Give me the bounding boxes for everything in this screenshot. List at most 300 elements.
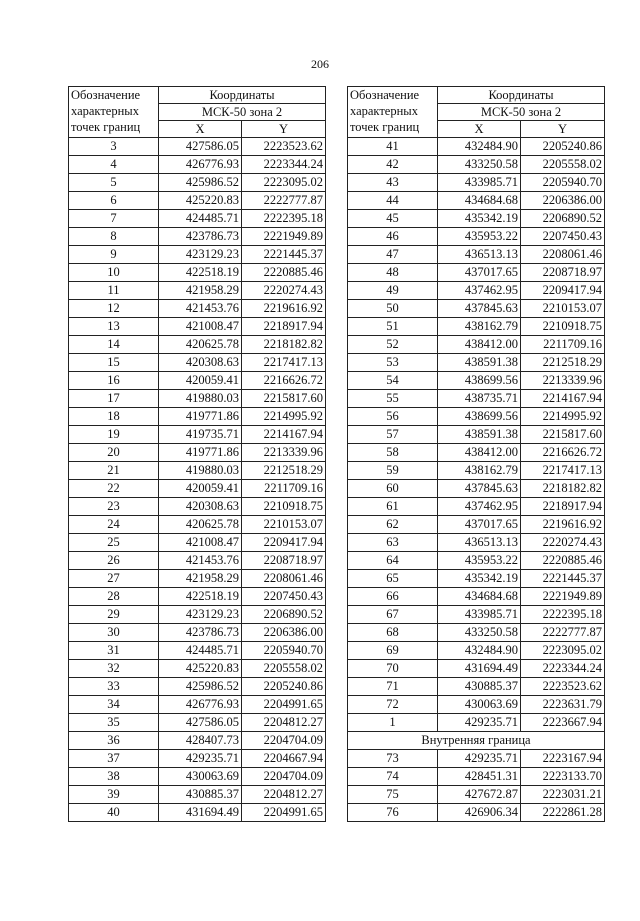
y-coordinate-cell: 2217417.13 bbox=[242, 354, 326, 372]
x-coordinate-cell: 423786.73 bbox=[159, 624, 242, 642]
point-id-cell: 20 bbox=[69, 444, 159, 462]
point-id-cell: 70 bbox=[348, 660, 438, 678]
x-coordinate-cell: 419880.03 bbox=[159, 390, 242, 408]
y-coordinate-cell: 2222777.87 bbox=[521, 624, 605, 642]
x-coordinate-cell: 427586.05 bbox=[159, 138, 242, 156]
table-row bbox=[348, 714, 605, 732]
table-row bbox=[348, 588, 605, 606]
table-row bbox=[348, 552, 605, 570]
point-id-cell: 34 bbox=[69, 696, 159, 714]
point-id-cell: 29 bbox=[69, 606, 159, 624]
inner-boundary-row bbox=[348, 732, 605, 750]
y-coordinate-cell: 2223095.02 bbox=[242, 174, 326, 192]
y-column-header: Y bbox=[242, 121, 326, 138]
point-id-cell: 65 bbox=[348, 570, 438, 588]
x-coordinate-cell: 419735.71 bbox=[159, 426, 242, 444]
x-coordinate-cell: 431694.49 bbox=[159, 804, 242, 822]
table-row bbox=[69, 390, 326, 408]
table-row bbox=[348, 318, 605, 336]
table-row bbox=[348, 246, 605, 264]
point-label-line1: Обозначение bbox=[71, 88, 141, 102]
point-id-cell: 63 bbox=[348, 534, 438, 552]
point-id-cell: 37 bbox=[69, 750, 159, 768]
point-designation-header bbox=[69, 87, 159, 138]
x-coordinate-cell: 425986.52 bbox=[159, 174, 242, 192]
x-coordinate-cell: 437845.63 bbox=[438, 300, 521, 318]
table-row bbox=[348, 336, 605, 354]
point-id-cell: 28 bbox=[69, 588, 159, 606]
x-coordinate-cell: 419771.86 bbox=[159, 444, 242, 462]
x-coordinate-cell: 435342.19 bbox=[438, 210, 521, 228]
table-row bbox=[348, 390, 605, 408]
table-row bbox=[348, 786, 605, 804]
y-coordinate-cell: 2209417.94 bbox=[521, 282, 605, 300]
point-id-cell: 56 bbox=[348, 408, 438, 426]
point-id-cell: 40 bbox=[69, 804, 159, 822]
y-coordinate-cell: 2220885.46 bbox=[242, 264, 326, 282]
point-id-cell: 57 bbox=[348, 426, 438, 444]
table-row bbox=[69, 624, 326, 642]
point-id-cell: 11 bbox=[69, 282, 159, 300]
y-coordinate-cell: 2208718.97 bbox=[242, 552, 326, 570]
coordinates-header-line1: Координаты bbox=[438, 87, 605, 104]
table-row bbox=[348, 696, 605, 714]
table-row bbox=[69, 426, 326, 444]
y-coordinate-cell: 2214995.92 bbox=[521, 408, 605, 426]
page-number: 206 bbox=[311, 57, 329, 71]
point-id-cell: 67 bbox=[348, 606, 438, 624]
table-row bbox=[348, 678, 605, 696]
point-id-cell: 64 bbox=[348, 552, 438, 570]
y-coordinate-cell: 2216626.72 bbox=[242, 372, 326, 390]
point-label-line1: Обозначение bbox=[350, 88, 420, 102]
table-row bbox=[348, 516, 605, 534]
point-id-cell: 48 bbox=[348, 264, 438, 282]
y-coordinate-cell: 2220885.46 bbox=[521, 552, 605, 570]
table-row bbox=[69, 336, 326, 354]
table-row bbox=[69, 264, 326, 282]
y-coordinate-cell: 2205558.02 bbox=[521, 156, 605, 174]
point-id-cell: 25 bbox=[69, 534, 159, 552]
point-designation-header bbox=[348, 87, 438, 138]
point-id-cell: 50 bbox=[348, 300, 438, 318]
table-row bbox=[348, 462, 605, 480]
x-coordinate-cell: 434684.68 bbox=[438, 588, 521, 606]
x-coordinate-cell: 419880.03 bbox=[159, 462, 242, 480]
point-id-cell: 27 bbox=[69, 570, 159, 588]
table-row bbox=[69, 642, 326, 660]
y-coordinate-cell: 2208718.97 bbox=[521, 264, 605, 282]
point-id-cell: 71 bbox=[348, 678, 438, 696]
point-id-cell: 74 bbox=[348, 768, 438, 786]
table-row bbox=[69, 228, 326, 246]
y-coordinate-cell: 2223167.94 bbox=[521, 750, 605, 768]
x-coordinate-cell: 429235.71 bbox=[438, 714, 521, 732]
x-coordinate-cell: 438162.79 bbox=[438, 462, 521, 480]
table-row bbox=[69, 660, 326, 678]
y-coordinate-cell: 2213339.96 bbox=[521, 372, 605, 390]
x-coordinate-cell: 434684.68 bbox=[438, 192, 521, 210]
point-id-cell: 10 bbox=[69, 264, 159, 282]
x-coordinate-cell: 428407.73 bbox=[159, 732, 242, 750]
x-coordinate-cell: 420625.78 bbox=[159, 336, 242, 354]
x-coordinate-cell: 422518.19 bbox=[159, 588, 242, 606]
point-id-cell: 24 bbox=[69, 516, 159, 534]
y-coordinate-cell: 2210153.07 bbox=[521, 300, 605, 318]
x-coordinate-cell: 420308.63 bbox=[159, 354, 242, 372]
y-coordinate-cell: 2212518.29 bbox=[242, 462, 326, 480]
y-coordinate-cell: 2219616.92 bbox=[521, 516, 605, 534]
table-row bbox=[69, 714, 326, 732]
x-coordinate-cell: 429235.71 bbox=[438, 750, 521, 768]
coordinates-header-line2: МСК-50 зона 2 bbox=[159, 104, 326, 121]
table-row bbox=[348, 624, 605, 642]
table-row bbox=[348, 660, 605, 678]
x-coordinate-cell: 430063.69 bbox=[159, 768, 242, 786]
point-id-cell: 76 bbox=[348, 804, 438, 822]
y-coordinate-cell: 2208061.46 bbox=[242, 570, 326, 588]
point-id-cell: 51 bbox=[348, 318, 438, 336]
y-coordinate-cell: 2221949.89 bbox=[521, 588, 605, 606]
y-coordinate-cell: 2205558.02 bbox=[242, 660, 326, 678]
table-row bbox=[69, 768, 326, 786]
table-row bbox=[348, 606, 605, 624]
y-coordinate-cell: 2204704.09 bbox=[242, 732, 326, 750]
table-row bbox=[69, 318, 326, 336]
point-id-cell: 42 bbox=[348, 156, 438, 174]
point-id-cell: 54 bbox=[348, 372, 438, 390]
x-coordinate-cell: 421008.47 bbox=[159, 318, 242, 336]
y-coordinate-cell: 2221949.89 bbox=[242, 228, 326, 246]
x-coordinate-cell: 438162.79 bbox=[438, 318, 521, 336]
point-id-cell: 22 bbox=[69, 480, 159, 498]
x-coordinate-cell: 421958.29 bbox=[159, 282, 242, 300]
y-coordinate-cell: 2207450.43 bbox=[242, 588, 326, 606]
x-coordinate-cell: 438591.38 bbox=[438, 426, 521, 444]
x-coordinate-cell: 421958.29 bbox=[159, 570, 242, 588]
table-row bbox=[348, 804, 605, 822]
y-coordinate-cell: 2206386.00 bbox=[521, 192, 605, 210]
table-row bbox=[348, 264, 605, 282]
y-coordinate-cell: 2205240.86 bbox=[242, 678, 326, 696]
table-row bbox=[348, 426, 605, 444]
table-row bbox=[348, 498, 605, 516]
y-coordinate-cell: 2207450.43 bbox=[521, 228, 605, 246]
inner-boundary-label: Внутренняя граница bbox=[348, 732, 605, 750]
point-label-line3: точек границ bbox=[71, 120, 141, 134]
x-coordinate-cell: 436513.13 bbox=[438, 246, 521, 264]
table-row bbox=[69, 246, 326, 264]
point-id-cell: 3 bbox=[69, 138, 159, 156]
point-id-cell: 31 bbox=[69, 642, 159, 660]
y-coordinate-cell: 2219616.92 bbox=[242, 300, 326, 318]
point-id-cell: 45 bbox=[348, 210, 438, 228]
x-coordinate-cell: 424485.71 bbox=[159, 642, 242, 660]
y-coordinate-cell: 2213339.96 bbox=[242, 444, 326, 462]
x-coordinate-cell: 438735.71 bbox=[438, 390, 521, 408]
x-coordinate-cell: 420625.78 bbox=[159, 516, 242, 534]
table-row bbox=[348, 372, 605, 390]
y-coordinate-cell: 2209417.94 bbox=[242, 534, 326, 552]
x-coordinate-cell: 425986.52 bbox=[159, 678, 242, 696]
y-coordinate-cell: 2223031.21 bbox=[521, 786, 605, 804]
table-row bbox=[348, 138, 605, 156]
table-row bbox=[348, 570, 605, 588]
x-coordinate-cell: 433985.71 bbox=[438, 174, 521, 192]
point-id-cell: 72 bbox=[348, 696, 438, 714]
x-coordinate-cell: 426776.93 bbox=[159, 156, 242, 174]
point-id-cell: 49 bbox=[348, 282, 438, 300]
point-id-cell: 75 bbox=[348, 786, 438, 804]
y-coordinate-cell: 2221445.37 bbox=[521, 570, 605, 588]
y-coordinate-cell: 2204812.27 bbox=[242, 786, 326, 804]
y-coordinate-cell: 2220274.43 bbox=[521, 534, 605, 552]
point-id-cell: 68 bbox=[348, 624, 438, 642]
y-coordinate-cell: 2222395.18 bbox=[521, 606, 605, 624]
y-coordinate-cell: 2221445.37 bbox=[242, 246, 326, 264]
y-coordinate-cell: 2223523.62 bbox=[521, 678, 605, 696]
table-row bbox=[348, 210, 605, 228]
table-row bbox=[69, 606, 326, 624]
table-row bbox=[69, 372, 326, 390]
y-coordinate-cell: 2218182.82 bbox=[521, 480, 605, 498]
y-coordinate-cell: 2204812.27 bbox=[242, 714, 326, 732]
point-id-cell: 58 bbox=[348, 444, 438, 462]
point-id-cell: 9 bbox=[69, 246, 159, 264]
table-row bbox=[69, 516, 326, 534]
point-id-cell: 38 bbox=[69, 768, 159, 786]
y-coordinate-cell: 2204704.09 bbox=[242, 768, 326, 786]
y-coordinate-cell: 2222777.87 bbox=[242, 192, 326, 210]
x-coordinate-cell: 438591.38 bbox=[438, 354, 521, 372]
table-row bbox=[69, 750, 326, 768]
x-coordinate-cell: 438412.00 bbox=[438, 336, 521, 354]
x-coordinate-cell: 426906.34 bbox=[438, 804, 521, 822]
point-id-cell: 33 bbox=[69, 678, 159, 696]
x-coordinate-cell: 421453.76 bbox=[159, 552, 242, 570]
point-id-cell: 47 bbox=[348, 246, 438, 264]
point-id-cell: 60 bbox=[348, 480, 438, 498]
table-row bbox=[69, 696, 326, 714]
y-coordinate-cell: 2218917.94 bbox=[242, 318, 326, 336]
table-row bbox=[348, 642, 605, 660]
table-row bbox=[69, 462, 326, 480]
point-id-cell: 41 bbox=[348, 138, 438, 156]
table-row bbox=[348, 300, 605, 318]
table-row bbox=[348, 228, 605, 246]
y-coordinate-cell: 2204991.65 bbox=[242, 804, 326, 822]
x-coordinate-cell: 421008.47 bbox=[159, 534, 242, 552]
y-coordinate-cell: 2222861.28 bbox=[521, 804, 605, 822]
coordinates-header-line1: Координаты bbox=[159, 87, 326, 104]
point-label-line3: точек границ bbox=[350, 120, 420, 134]
x-coordinate-cell: 438412.00 bbox=[438, 444, 521, 462]
y-coordinate-cell: 2208061.46 bbox=[521, 246, 605, 264]
point-label-line2: характерных bbox=[71, 104, 139, 118]
table-row bbox=[69, 804, 326, 822]
table-row bbox=[69, 156, 326, 174]
x-column-header: X bbox=[159, 121, 242, 138]
table-row bbox=[348, 174, 605, 192]
y-coordinate-cell: 2206386.00 bbox=[242, 624, 326, 642]
x-coordinate-cell: 420059.41 bbox=[159, 480, 242, 498]
x-coordinate-cell: 433985.71 bbox=[438, 606, 521, 624]
y-coordinate-cell: 2223344.24 bbox=[521, 660, 605, 678]
y-coordinate-cell: 2223667.94 bbox=[521, 714, 605, 732]
coordinates-table-right bbox=[347, 86, 605, 822]
y-coordinate-cell: 2215817.60 bbox=[521, 426, 605, 444]
y-coordinate-cell: 2210918.75 bbox=[521, 318, 605, 336]
y-coordinate-cell: 2205240.86 bbox=[521, 138, 605, 156]
point-label-line2: характерных bbox=[350, 104, 418, 118]
table-row bbox=[69, 678, 326, 696]
table-row bbox=[69, 498, 326, 516]
point-id-cell: 32 bbox=[69, 660, 159, 678]
x-coordinate-cell: 437017.65 bbox=[438, 264, 521, 282]
point-id-cell: 30 bbox=[69, 624, 159, 642]
y-coordinate-cell: 2210918.75 bbox=[242, 498, 326, 516]
point-id-cell: 35 bbox=[69, 714, 159, 732]
table-row bbox=[348, 408, 605, 426]
table-row bbox=[348, 282, 605, 300]
x-coordinate-cell: 435953.22 bbox=[438, 552, 521, 570]
x-coordinate-cell: 425220.83 bbox=[159, 660, 242, 678]
x-column-header: X bbox=[438, 121, 521, 138]
y-coordinate-cell: 2205940.70 bbox=[521, 174, 605, 192]
x-coordinate-cell: 435953.22 bbox=[438, 228, 521, 246]
x-coordinate-cell: 423786.73 bbox=[159, 228, 242, 246]
point-id-cell: 36 bbox=[69, 732, 159, 750]
table-row bbox=[69, 138, 326, 156]
x-coordinate-cell: 436513.13 bbox=[438, 534, 521, 552]
point-id-cell: 46 bbox=[348, 228, 438, 246]
table-row bbox=[69, 300, 326, 318]
y-coordinate-cell: 2206890.52 bbox=[242, 606, 326, 624]
point-id-cell: 12 bbox=[69, 300, 159, 318]
x-coordinate-cell: 430063.69 bbox=[438, 696, 521, 714]
x-coordinate-cell: 431694.49 bbox=[438, 660, 521, 678]
y-coordinate-cell: 2216626.72 bbox=[521, 444, 605, 462]
x-coordinate-cell: 423129.23 bbox=[159, 606, 242, 624]
table-row bbox=[69, 354, 326, 372]
point-id-cell: 69 bbox=[348, 642, 438, 660]
table-row bbox=[69, 732, 326, 750]
point-id-cell: 66 bbox=[348, 588, 438, 606]
y-coordinate-cell: 2217417.13 bbox=[521, 462, 605, 480]
point-id-cell: 5 bbox=[69, 174, 159, 192]
table-row bbox=[69, 210, 326, 228]
point-id-cell: 61 bbox=[348, 498, 438, 516]
x-coordinate-cell: 437462.95 bbox=[438, 282, 521, 300]
y-coordinate-cell: 2223631.79 bbox=[521, 696, 605, 714]
point-id-cell: 39 bbox=[69, 786, 159, 804]
point-id-cell: 14 bbox=[69, 336, 159, 354]
point-id-cell: 21 bbox=[69, 462, 159, 480]
y-coordinate-cell: 2223523.62 bbox=[242, 138, 326, 156]
table-row bbox=[348, 156, 605, 174]
point-id-cell: 73 bbox=[348, 750, 438, 768]
y-coordinate-cell: 2222395.18 bbox=[242, 210, 326, 228]
x-coordinate-cell: 427586.05 bbox=[159, 714, 242, 732]
y-coordinate-cell: 2204667.94 bbox=[242, 750, 326, 768]
y-coordinate-cell: 2214167.94 bbox=[521, 390, 605, 408]
y-coordinate-cell: 2206890.52 bbox=[521, 210, 605, 228]
y-coordinate-cell: 2218917.94 bbox=[521, 498, 605, 516]
x-coordinate-cell: 432484.90 bbox=[438, 642, 521, 660]
point-id-cell: 19 bbox=[69, 426, 159, 444]
y-column-header: Y bbox=[521, 121, 605, 138]
y-coordinate-cell: 2223095.02 bbox=[521, 642, 605, 660]
point-id-cell: 1 bbox=[348, 714, 438, 732]
coordinates-header-line2: МСК-50 зона 2 bbox=[438, 104, 605, 121]
table-row bbox=[69, 444, 326, 462]
point-id-cell: 13 bbox=[69, 318, 159, 336]
coordinates-table-left-body bbox=[69, 138, 326, 822]
x-coordinate-cell: 426776.93 bbox=[159, 696, 242, 714]
x-coordinate-cell: 425220.83 bbox=[159, 192, 242, 210]
table-row bbox=[69, 786, 326, 804]
table-row bbox=[69, 192, 326, 210]
y-coordinate-cell: 2214995.92 bbox=[242, 408, 326, 426]
table-row bbox=[69, 174, 326, 192]
coordinates-table-right-body bbox=[348, 138, 605, 822]
table-row bbox=[348, 534, 605, 552]
table-row bbox=[348, 192, 605, 210]
x-coordinate-cell: 421453.76 bbox=[159, 300, 242, 318]
x-coordinate-cell: 422518.19 bbox=[159, 264, 242, 282]
point-id-cell: 17 bbox=[69, 390, 159, 408]
y-coordinate-cell: 2223344.24 bbox=[242, 156, 326, 174]
table-row bbox=[69, 480, 326, 498]
y-coordinate-cell: 2211709.16 bbox=[521, 336, 605, 354]
x-coordinate-cell: 423129.23 bbox=[159, 246, 242, 264]
x-coordinate-cell: 433250.58 bbox=[438, 156, 521, 174]
y-coordinate-cell: 2220274.43 bbox=[242, 282, 326, 300]
point-id-cell: 59 bbox=[348, 462, 438, 480]
y-coordinate-cell: 2205940.70 bbox=[242, 642, 326, 660]
point-id-cell: 52 bbox=[348, 336, 438, 354]
x-coordinate-cell: 419771.86 bbox=[159, 408, 242, 426]
x-coordinate-cell: 429235.71 bbox=[159, 750, 242, 768]
x-coordinate-cell: 427672.87 bbox=[438, 786, 521, 804]
x-coordinate-cell: 437845.63 bbox=[438, 480, 521, 498]
point-id-cell: 8 bbox=[69, 228, 159, 246]
y-coordinate-cell: 2204991.65 bbox=[242, 696, 326, 714]
x-coordinate-cell: 438699.56 bbox=[438, 372, 521, 390]
point-id-cell: 53 bbox=[348, 354, 438, 372]
point-id-cell: 6 bbox=[69, 192, 159, 210]
table-row bbox=[348, 444, 605, 462]
point-id-cell: 7 bbox=[69, 210, 159, 228]
y-coordinate-cell: 2215817.60 bbox=[242, 390, 326, 408]
table-row bbox=[69, 408, 326, 426]
x-coordinate-cell: 437017.65 bbox=[438, 516, 521, 534]
x-coordinate-cell: 428451.31 bbox=[438, 768, 521, 786]
table-row bbox=[348, 354, 605, 372]
point-id-cell: 62 bbox=[348, 516, 438, 534]
x-coordinate-cell: 437462.95 bbox=[438, 498, 521, 516]
table-row bbox=[348, 480, 605, 498]
y-coordinate-cell: 2211709.16 bbox=[242, 480, 326, 498]
table-row bbox=[69, 282, 326, 300]
x-coordinate-cell: 435342.19 bbox=[438, 570, 521, 588]
table-row bbox=[348, 750, 605, 768]
table-row bbox=[69, 534, 326, 552]
x-coordinate-cell: 430885.37 bbox=[438, 678, 521, 696]
point-id-cell: 23 bbox=[69, 498, 159, 516]
point-id-cell: 4 bbox=[69, 156, 159, 174]
coordinates-table-left bbox=[68, 86, 326, 822]
